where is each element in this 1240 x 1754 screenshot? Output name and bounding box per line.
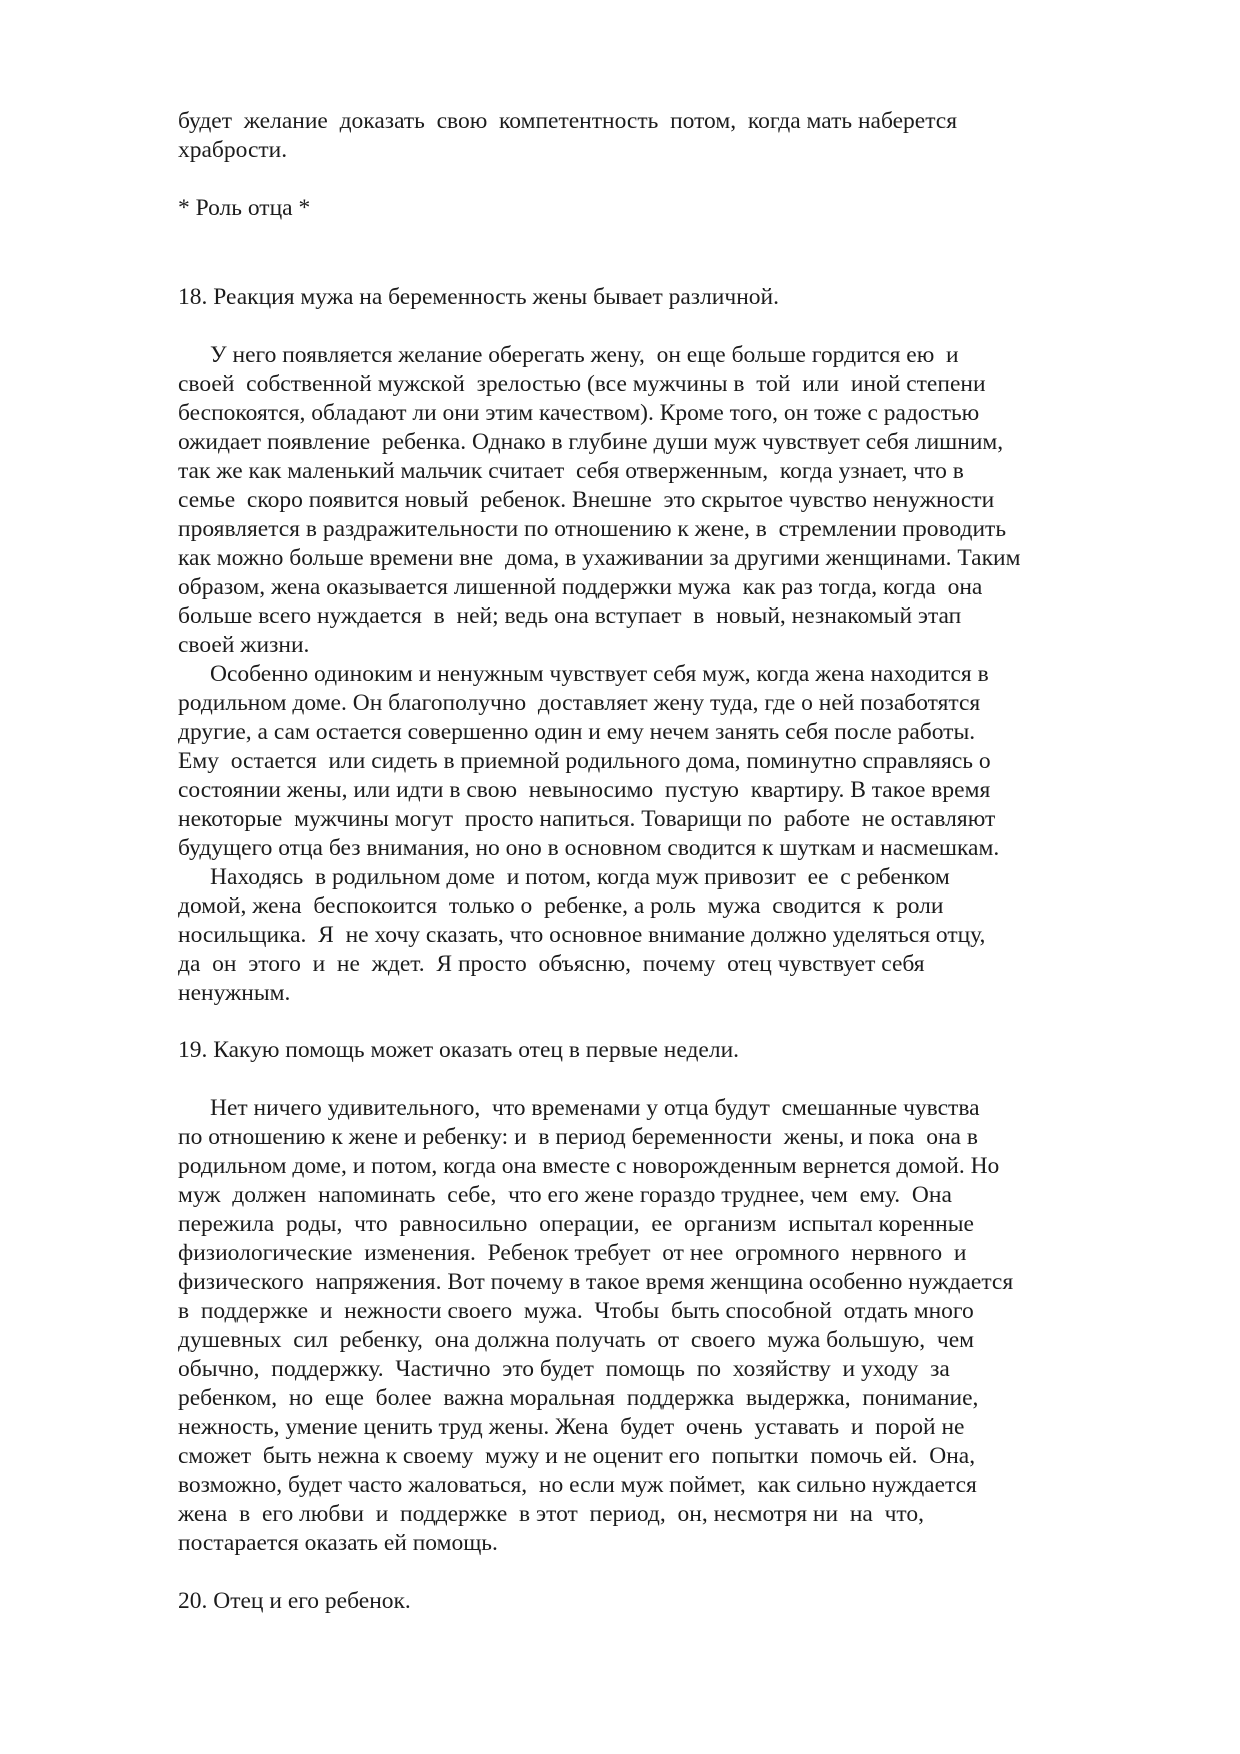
text-line: ребенком, но еще более важна моральная поддержка выдержка, понимание,	[178, 1385, 979, 1411]
text-line: другие, а сам остается совершенно один и ему нечем занять себя после работы.	[178, 719, 976, 745]
text-line: родильном доме, и потом, когда она вместе с новорожденным вернется домой. Но	[178, 1153, 1000, 1179]
text-line: беспокоятся, обладают ли они этим качеством). Кроме того, он тоже с радостью	[178, 400, 980, 426]
section-heading: 19. Какую помощь может оказать отец в первые недели.	[178, 1037, 740, 1063]
text-line: семье скоро появится новый ребенок. Внешне это скрытое чувство ненужности	[178, 487, 995, 513]
section-heading: 20. Отец и его ребенок.	[178, 1588, 411, 1614]
text-line: Находясь в родильном доме и потом, когда муж привозит ее с ребенком	[210, 864, 950, 890]
text-line: будет желание доказать свою компетентность потом, когда мать наберется	[178, 108, 958, 134]
text-line: ожидает появление ребенка. Однако в глубине души муж чувствует себя лишним,	[178, 429, 1004, 455]
text-line: некоторые мужчины могут просто напиться. Товарищи по работе не оставляют	[178, 806, 996, 832]
text-line: нежность, умение ценить труд жены. Жена будет очень уставать и порой не	[178, 1414, 965, 1440]
text-line: возможно, будет часто жаловаться, но если муж поймет, как сильно нуждается	[178, 1472, 977, 1498]
text-line: храбрости.	[178, 137, 288, 163]
text-line: ненужным.	[178, 980, 291, 1006]
text-line: Особенно одиноким и ненужным чувствует себя муж, когда жена находится в	[210, 661, 989, 687]
text-line: домой, жена беспокоится только о ребенке, а роль мужа сводится к роли	[178, 893, 944, 919]
text-line: сможет быть нежна к своему мужу и не оценит его попытки помочь ей. Она,	[178, 1443, 976, 1469]
text-line: пережила роды, что равносильно операции, ее организм испытал коренные	[178, 1211, 974, 1237]
section-heading: 18. Реакция мужа на беременность жены бывает различной.	[178, 284, 779, 310]
text-line: больше всего нуждается в ней; ведь она вступает в новый, незнакомый этап	[178, 603, 962, 629]
text-line: обычно, поддержку. Частично это будет помощь по хозяйству и уходу за	[178, 1356, 950, 1382]
text-line: состоянии жены, или идти в свою невыносимо пустую квартиру. В такое время	[178, 777, 991, 803]
text-line: образом, жена оказывается лишенной поддержки мужа как раз тогда, когда она	[178, 574, 983, 600]
text-line: в поддержке и нежности своего мужа. Чтобы быть способной отдать много	[178, 1298, 974, 1324]
text-line: будущего отца без внимания, но оно в основном сводится к шуткам и насмешкам.	[178, 835, 1000, 861]
text-line: по отношению к жене и ребенку: и в период беременности жены, и пока она в	[178, 1124, 978, 1150]
text-line: носильщика. Я не хочу сказать, что основное внимание должно уделяться отцу,	[178, 922, 986, 948]
text-line: физиологические изменения. Ребенок требует от нее огромного нервного и	[178, 1240, 967, 1266]
text-line: У него появляется желание оберегать жену, он еще больше гордится ею и	[210, 342, 959, 368]
text-line: да он этого и не ждет. Я просто объясню, почему отец чувствует себя	[178, 951, 925, 977]
text-line: муж должен напоминать себе, что его жене гораздо труднее, чем ему. Она	[178, 1182, 952, 1208]
text-line: родильном доме. Он благополучно доставляет жену туда, где о ней позаботятся	[178, 690, 981, 716]
text-line: Ему остается или сидеть в приемной родильного дома, поминутно справляясь о	[178, 748, 991, 774]
text-line: как можно больше времени вне дома, в ухаживании за другими женщинами. Таким	[178, 545, 1021, 571]
text-line: так же как маленький мальчик считает себя отверженным, когда узнает, что в	[178, 458, 964, 484]
text-line: Нет ничего удивительного, что временами у отца будут смешанные чувства	[210, 1095, 980, 1121]
text-line: своей жизни.	[178, 632, 310, 658]
text-line: душевных сил ребенку, она должна получать от своего мужа большую, чем	[178, 1327, 975, 1353]
text-line: жена в его любви и поддержке в этот период, он, несмотря ни на что,	[178, 1501, 924, 1527]
text-line: своей собственной мужской зрелостью (все мужчины в той или иной степени	[178, 371, 986, 397]
text-line: постарается оказать ей помощь.	[178, 1530, 498, 1556]
text-line: проявляется в раздражительности по отношению к жене, в стремлении проводить	[178, 516, 1007, 542]
text-line: физического напряжения. Вот почему в такое время женщина особенно нуждается	[178, 1269, 1014, 1295]
section-title: * Роль отца *	[178, 195, 311, 221]
